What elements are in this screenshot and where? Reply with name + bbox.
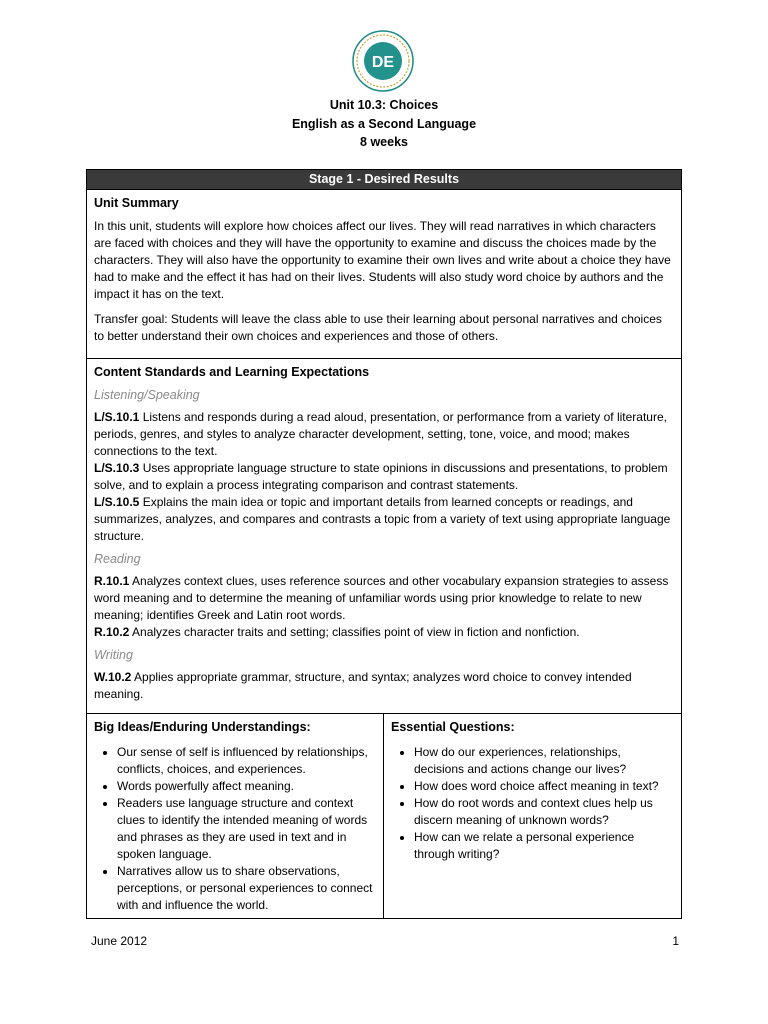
ideas-questions-row: [87, 714, 681, 918]
standard-item: [94, 409, 674, 460]
list-item: • How does word choice affect meaning in text?: [414, 778, 674, 795]
unit-summary-section: [87, 190, 681, 359]
svg-text:DE: DE: [371, 54, 395, 71]
list-item: • How can we relate a personal experience through writing?: [414, 829, 674, 863]
stage-1-table: [86, 169, 682, 919]
subject-title: English as a Second Language: [291, 116, 477, 131]
document-header: [0, 96, 768, 152]
standard-code: R.10.1: [94, 574, 130, 588]
page-number: 1: [672, 934, 679, 948]
footer-date: June 2012: [91, 934, 148, 948]
stage-header: Stage 1 - Desired Results: [87, 170, 681, 190]
list-item: • Narratives allow us to share observations, perceptions, or personal experiences to connect with and influence the world.: [117, 863, 376, 914]
list-item: • How do our experiences, relationships, decisions and actions change our lives?: [414, 744, 674, 778]
unit-title: Unit 10.3: Choices: [329, 98, 439, 112]
unit-summary-heading: Unit Summary: [94, 196, 179, 210]
department-seal-logo: [352, 30, 414, 92]
standard-text: Applies appropriate grammar, structure, and syntax; analyzes word choice to convey intended meaning.: [94, 670, 632, 701]
page-footer: [91, 934, 679, 948]
standard-text: Explains the main idea or topic and important details from learned concepts or readings, and summarizes, analyzes, and compares and contrasts a topic from a variety of text using appropriate language structure.: [94, 495, 671, 543]
standard-text: Listens and responds during a read aloud, presentation, or performance from a variety of literature, periods, genres, and styles to analyze character development, setting, tone, voice, and mood; makes connections to the text.: [94, 410, 667, 458]
content-standards-heading: Content Standards and Learning Expectations: [94, 365, 370, 379]
standard-item: [94, 494, 674, 545]
big-ideas-heading: Big Ideas/Enduring Understandings:: [94, 720, 311, 734]
list-item: • Readers use language structure and context clues to identify the intended meaning of words and phrases as they are used in text and in spoken language.: [117, 795, 376, 863]
standard-code: L/S.10.3: [94, 461, 140, 475]
big-ideas-column: [87, 714, 384, 918]
standard-code: W.10.2: [94, 670, 132, 684]
list-item: • How do root words and context clues help us discern meaning of unknown words?: [414, 795, 674, 829]
transfer-goal: Transfer goal: Students will leave the class able to use their learning about personal narratives and choices to better understand their own choices and experiences and those of others.: [94, 312, 662, 343]
standard-code: L/S.10.1: [94, 410, 140, 424]
standard-item: [94, 573, 674, 624]
essential-questions-heading: Essential Questions:: [391, 720, 515, 734]
big-ideas-list: [94, 744, 376, 914]
standard-text: Uses appropriate language structure to state opinions in discussions and presentations, to problem solve, and to explain a process integrating comparison and contrast statements.: [94, 461, 668, 492]
list-item: • Words powerfully affect meaning.: [117, 778, 376, 795]
duration: 8 weeks: [360, 135, 408, 149]
essential-questions-list: [391, 744, 674, 863]
standard-text: Analyzes character traits and setting; classifies point of view in fiction and nonfiction.: [129, 625, 580, 639]
group-title-listening-speaking: Listening/Speaking: [94, 388, 200, 402]
group-title-reading: Reading: [94, 552, 141, 566]
content-standards-section: [87, 359, 681, 714]
unit-summary-text: In this unit, students will explore how choices affect our lives. They will read narratives in which characters are faced with choices and they will have the opportunity to examine and discuss the choices made by the characters. They will also have the opportunity to examine their own lives and write about a choice they have had to make and the effect it has had on their lives. Students will also study word choice by authors and the impact it has on the text.: [94, 219, 671, 301]
standard-item: [94, 669, 674, 703]
group-title-writing: Writing: [94, 648, 133, 662]
standard-item: [94, 460, 674, 494]
standard-code: L/S.10.5: [94, 495, 140, 509]
essential-questions-column: [384, 714, 681, 918]
standard-item: [94, 624, 674, 641]
standard-code: R.10.2: [94, 625, 130, 639]
list-item: • Our sense of self is influenced by relationships, conflicts, choices, and experiences.: [117, 744, 376, 778]
standard-text: Analyzes context clues, uses reference sources and other vocabulary expansion strategies to assess word meaning and to determine the meaning of unfamiliar words using prior knowledge to relate to new meaning; identifies Greek and Latin root words.: [94, 574, 669, 622]
